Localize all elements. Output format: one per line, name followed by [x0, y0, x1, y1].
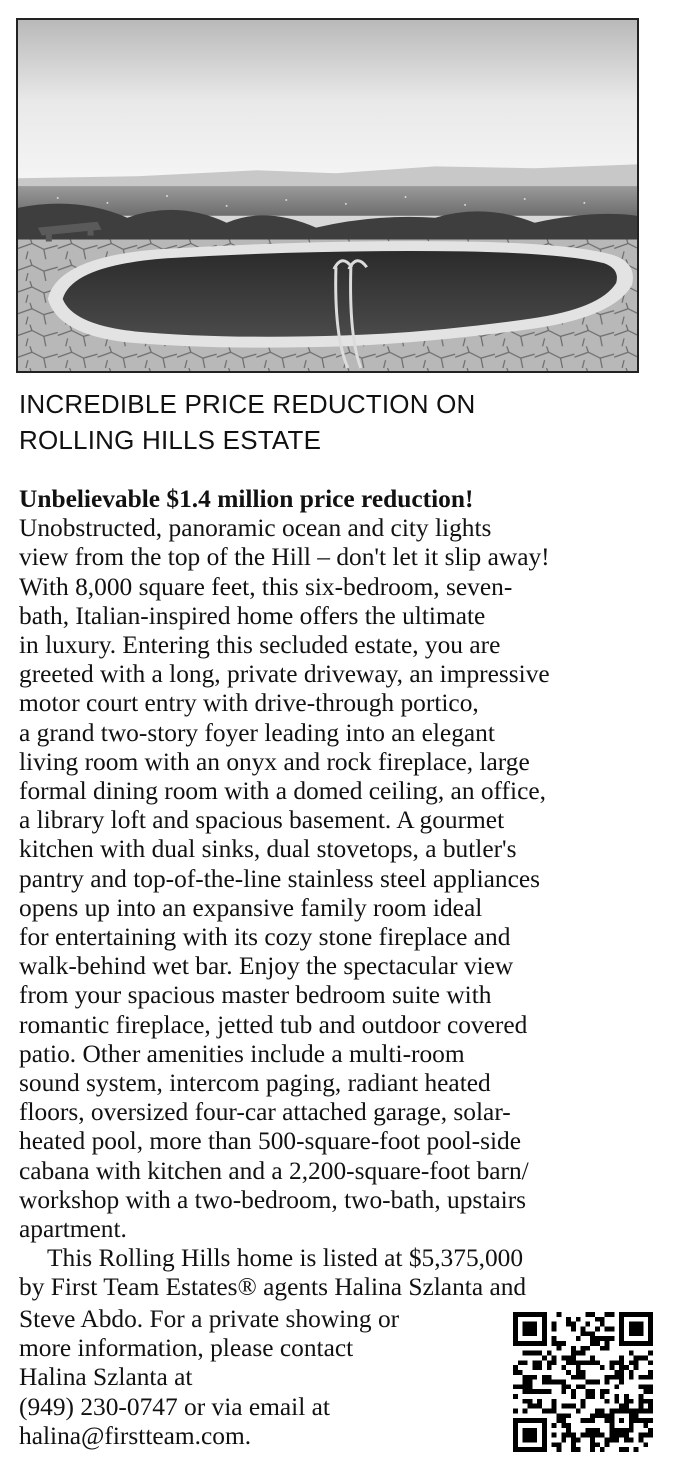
headline-line-1: INCREDIBLE PRICE REDUCTION ON	[19, 389, 476, 419]
headline	[19, 386, 659, 458]
headline-line-2: ROLLING HILLS ESTATE	[19, 425, 322, 455]
qr-code-graphic	[513, 1312, 653, 1452]
article-body	[19, 485, 659, 1303]
qr-code-icon[interactable]	[513, 1312, 653, 1452]
pool-view-photo	[16, 18, 639, 373]
pool-scene-image	[18, 20, 637, 371]
lead-sentence: Unbelievable $1.4 million price reduction!	[19, 485, 474, 513]
contact-info: Steve Abdo. For a private showing or more information, please contact Halina Szlanta at (949) 230-0747 or via email at halina@firstteam.com.	[19, 1305, 400, 1450]
description-paragraph: Unobstructed, panoramic ocean and city lights view from the top of the Hill – don't let it slip away! With 8,000 square feet, this six-bedroom, seven- bath, Italian-inspired home offers the ultimate in luxury. Entering this secluded estate, you are greeted with a long, private driveway, an impressive motor court entry with drive-through portico, a grand two-story foyer leading into an elegant living room with an onyx and rock fireplace, large formal dining room with a domed ceiling, an office, a library loft and spacious basement. A gourmet kitchen with dual sinks, dual stovetops, a butler's pantry and top-of-the-line stainless steel appliances opens up into an expansive family room ideal for entertaining with its cozy stone fireplace and walk-behind wet bar. Enjoy the spectacular view from your spacious master bedroom suite with romantic fireplace, jetted tub and outdoor covered patio. Other amenities include a multi-room sound system, intercom paging, radiant heated floors, oversized four-car attached garage, solar- heated pool, more than 500-square-foot pool-side cabana with kitchen and a 2,200-square-foot barn/ workshop with a two-bedroom, two-bath, upstairs apartment.	[19, 514, 550, 1244]
listing-paragraph: This Rolling Hills home is listed at $5,375,000 by First Team Estates® agents Halina Szlanta and	[19, 1244, 527, 1302]
